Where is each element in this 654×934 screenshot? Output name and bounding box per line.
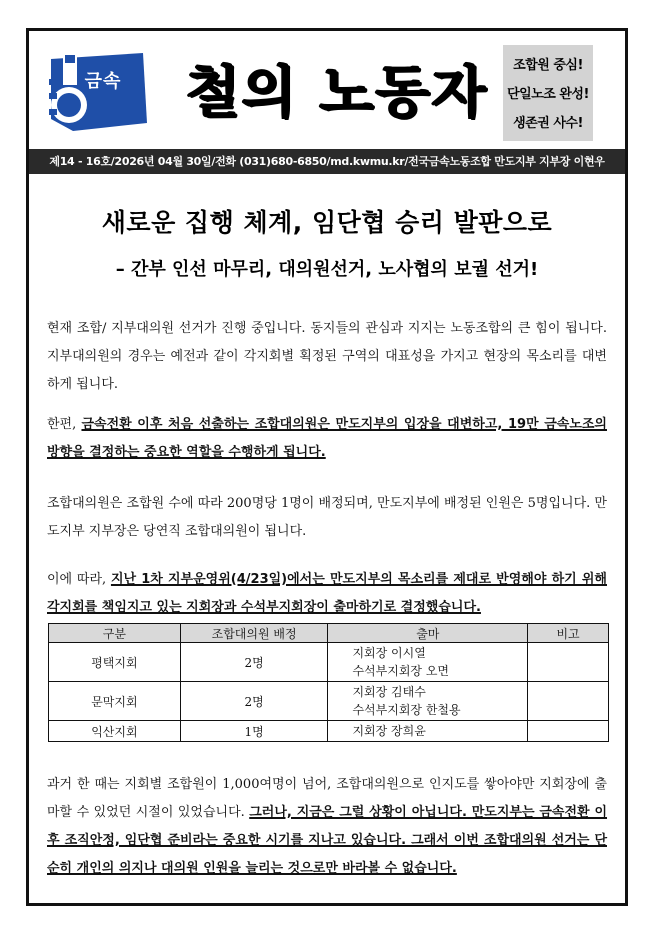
- paragraph-delegate-allocation: 조합대의원은 조합원 수에 따라 200명당 1명이 배정되며, 만도지부에 배정된 인원은 5명입니다. 만도지부 지부장은 당연직 조합대의원이 됩니다.: [47, 496, 607, 539]
- candidate-table: [48, 623, 609, 742]
- paragraph-lead: 이에 따라,: [47, 572, 111, 587]
- slogan-box: [503, 45, 593, 141]
- paragraph-lead: 한편,: [47, 417, 82, 432]
- paragraph-conclusion: [47, 771, 607, 883]
- seats-cell: 2명: [180, 682, 328, 721]
- candidates-cell: [328, 682, 528, 721]
- column-header: 출마: [328, 624, 528, 643]
- candidate-name: 수석부지회장 오면: [352, 664, 450, 678]
- paragraph-election-status: 현재 조합/ 지부대의원 선거가 진행 중입니다. 동지들의 관심과 지지는 노동조합의 큰 힘이 됩니다. 지부대의원의 경우는 예전과 같이 각지회별 획정된 구역의 대표성을 가지고 현장의 목소리를 대변하게 됩니다.: [47, 321, 607, 392]
- paragraph-delegate-role: [47, 411, 607, 467]
- paragraph-lead: 과거 한 때는 지회별 조합원이 1,000여명이 넘어, 조합대의원으로 인지도를 쌓아야만 지회장에 출마할 수 있었던 시절이 있었습니다.: [47, 777, 607, 820]
- seats-cell: 1명: [180, 721, 328, 742]
- branch-cell: 평택지회: [49, 643, 181, 682]
- emphasis-text: 금속전환 이후 처음 선출하는 조합대의원은 만도지부의 입장을 대변하고, 19만 금속노조의 방향을 결정하는 중요한 역할을 수행하게 됩니다.: [47, 417, 607, 460]
- candidate-name: 지회장 장희윤: [352, 724, 426, 738]
- paragraph-decision: [47, 566, 607, 622]
- emphasis-text: 그러나, 지금은 그럴 상황이 아닙니다. 만도지부는 금속전환 이후 조직안정, 임단협 준비라는 중요한 시기를 지나고 있습니다. 그래서 이번 조합대의원 선거는 단순히 개인의 의지나 대의원 인원을 늘리는 것으로만 바라볼 수 없습니다.: [47, 805, 608, 876]
- slogan-line: 조합원 중심!: [513, 58, 583, 73]
- issue-info-bar: 제14 - 16호/2026년 04월 30일/전화 (031)680-6850/md.kwmu.kr/전국금속노동조합 만도지부 지부장 이현우: [29, 149, 625, 174]
- note-cell: [528, 721, 609, 742]
- emphasis-text: 지난 1차 지부운영위(4/23일)에서는 만도지부의 목소리를 제대로 반영해야 하기 위해 각지회를 책임지고 있는 지회장과 수석부지회장이 출마하기로 결정했습니다.: [47, 572, 607, 615]
- table-header-row: [49, 624, 609, 643]
- slogan-line: 생존권 사수!: [513, 116, 583, 131]
- branch-cell: 문막지회: [49, 682, 181, 721]
- candidates-cell: [328, 643, 528, 682]
- main-headline: 새로운 집행 체계, 임단협 승리 발판으로: [101, 208, 553, 237]
- table-row: [49, 643, 609, 682]
- newsletter-title: 철의 노동자: [185, 60, 488, 125]
- note-cell: [528, 643, 609, 682]
- sub-headline: – 간부 인선 마무리, 대의원선거, 노사협의 보궐 선거!: [115, 259, 539, 280]
- table-row: [49, 721, 609, 742]
- column-header: 구분: [49, 624, 181, 643]
- branch-cell: 익산지회: [49, 721, 181, 742]
- newsletter-frame: [26, 28, 628, 906]
- seats-cell: 2명: [180, 643, 328, 682]
- slogan-line: 단일노조 완성!: [507, 87, 589, 102]
- candidate-name: 지회장 김태수: [352, 685, 426, 699]
- candidate-name: 수석부지회장 한철용: [352, 703, 461, 717]
- column-header: 비고: [528, 624, 609, 643]
- masthead: [29, 31, 625, 149]
- logo-text: 금속: [84, 71, 122, 92]
- candidate-name: 지회장 이시열: [352, 646, 426, 660]
- table-row: [49, 682, 609, 721]
- note-cell: [528, 682, 609, 721]
- candidates-cell: [328, 721, 528, 742]
- column-header: 조합대의원 배정: [180, 624, 328, 643]
